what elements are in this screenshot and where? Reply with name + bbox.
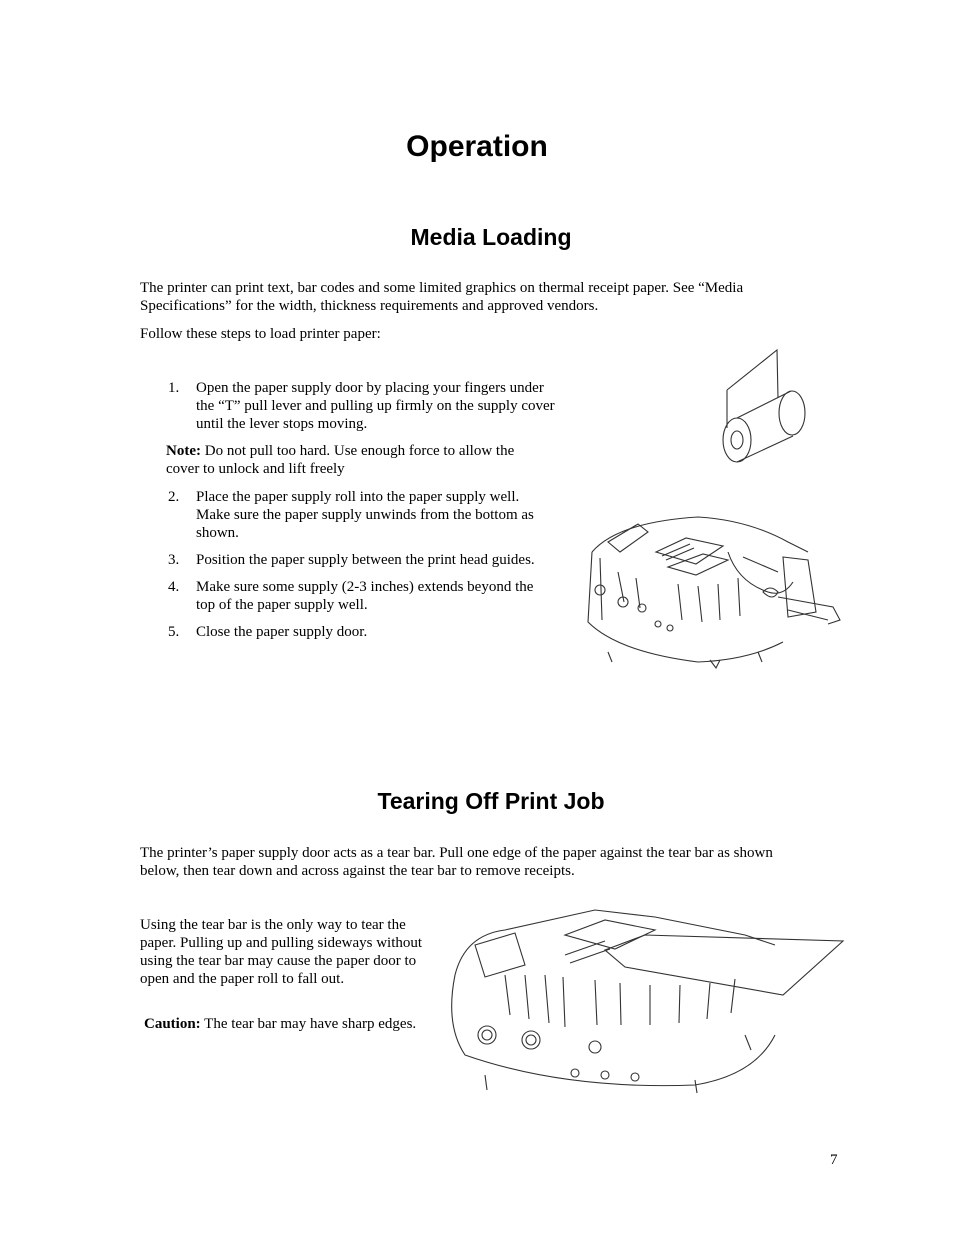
caution-text: The tear bar may have sharp edges.	[204, 1016, 417, 1032]
note-text: Do not pull too hard. Use enough force to allow the cover to unlock and lift freely	[166, 443, 515, 477]
paper-roll-illustration	[715, 350, 815, 465]
step-text: Place the paper supply roll into the paper supply well. Make sure the paper supply unwinds from the bottom as shown.	[196, 489, 534, 541]
step-number: 5.	[168, 624, 180, 640]
step-number: 4.	[168, 579, 180, 595]
media-loading-follow: Follow these steps to load printer paper:	[140, 326, 381, 342]
page-number: 7	[830, 1152, 838, 1168]
step-text: Make sure some supply (2-3 inches) extends beyond the top of the paper supply well.	[196, 579, 534, 613]
tearing-body: Using the tear bar is the only way to tear the paper. Pulling up and pulling sideways without using the tear bar may cause the paper door to open and the paper roll to fall out.	[140, 917, 423, 987]
note	[166, 442, 566, 478]
step-text: Open the paper supply door by placing your fingers under the “T” pull lever and pulling up firmly on the supply cover until the lever stops moving.	[196, 380, 555, 432]
media-loading-intro: The printer can print text, bar codes and some limited graphics on thermal receipt paper. See “Media Specifications” for the width, thickness requirements and approved vendors.	[140, 280, 744, 314]
step-number: 2.	[168, 489, 180, 505]
note-label: Note:	[166, 443, 201, 459]
caution-label: Caution:	[144, 1016, 201, 1032]
step-1	[168, 379, 568, 433]
step-number: 3.	[168, 552, 180, 568]
section-heading-media-loading: Media Loading	[410, 224, 572, 250]
step-text: Position the paper supply between the print head guides.	[196, 552, 535, 568]
caution	[144, 1015, 444, 1033]
step-5	[168, 623, 568, 641]
step-2	[168, 488, 568, 542]
tearing-intro: The printer’s paper supply door acts as a tear bar. Pull one edge of the paper against the tear bar as shown below, then tear down and across against the tear bar to remove receipts.	[140, 845, 773, 879]
page-title: Operation	[406, 130, 548, 163]
section-heading-tearing: Tearing Off Print Job	[377, 788, 605, 814]
step-number: 1.	[168, 380, 180, 396]
step-4	[168, 578, 568, 614]
step-3	[168, 551, 568, 569]
open-printer-illustration	[578, 512, 843, 672]
tear-bar-printer-illustration	[445, 905, 845, 1095]
step-text: Close the paper supply door.	[196, 624, 368, 640]
